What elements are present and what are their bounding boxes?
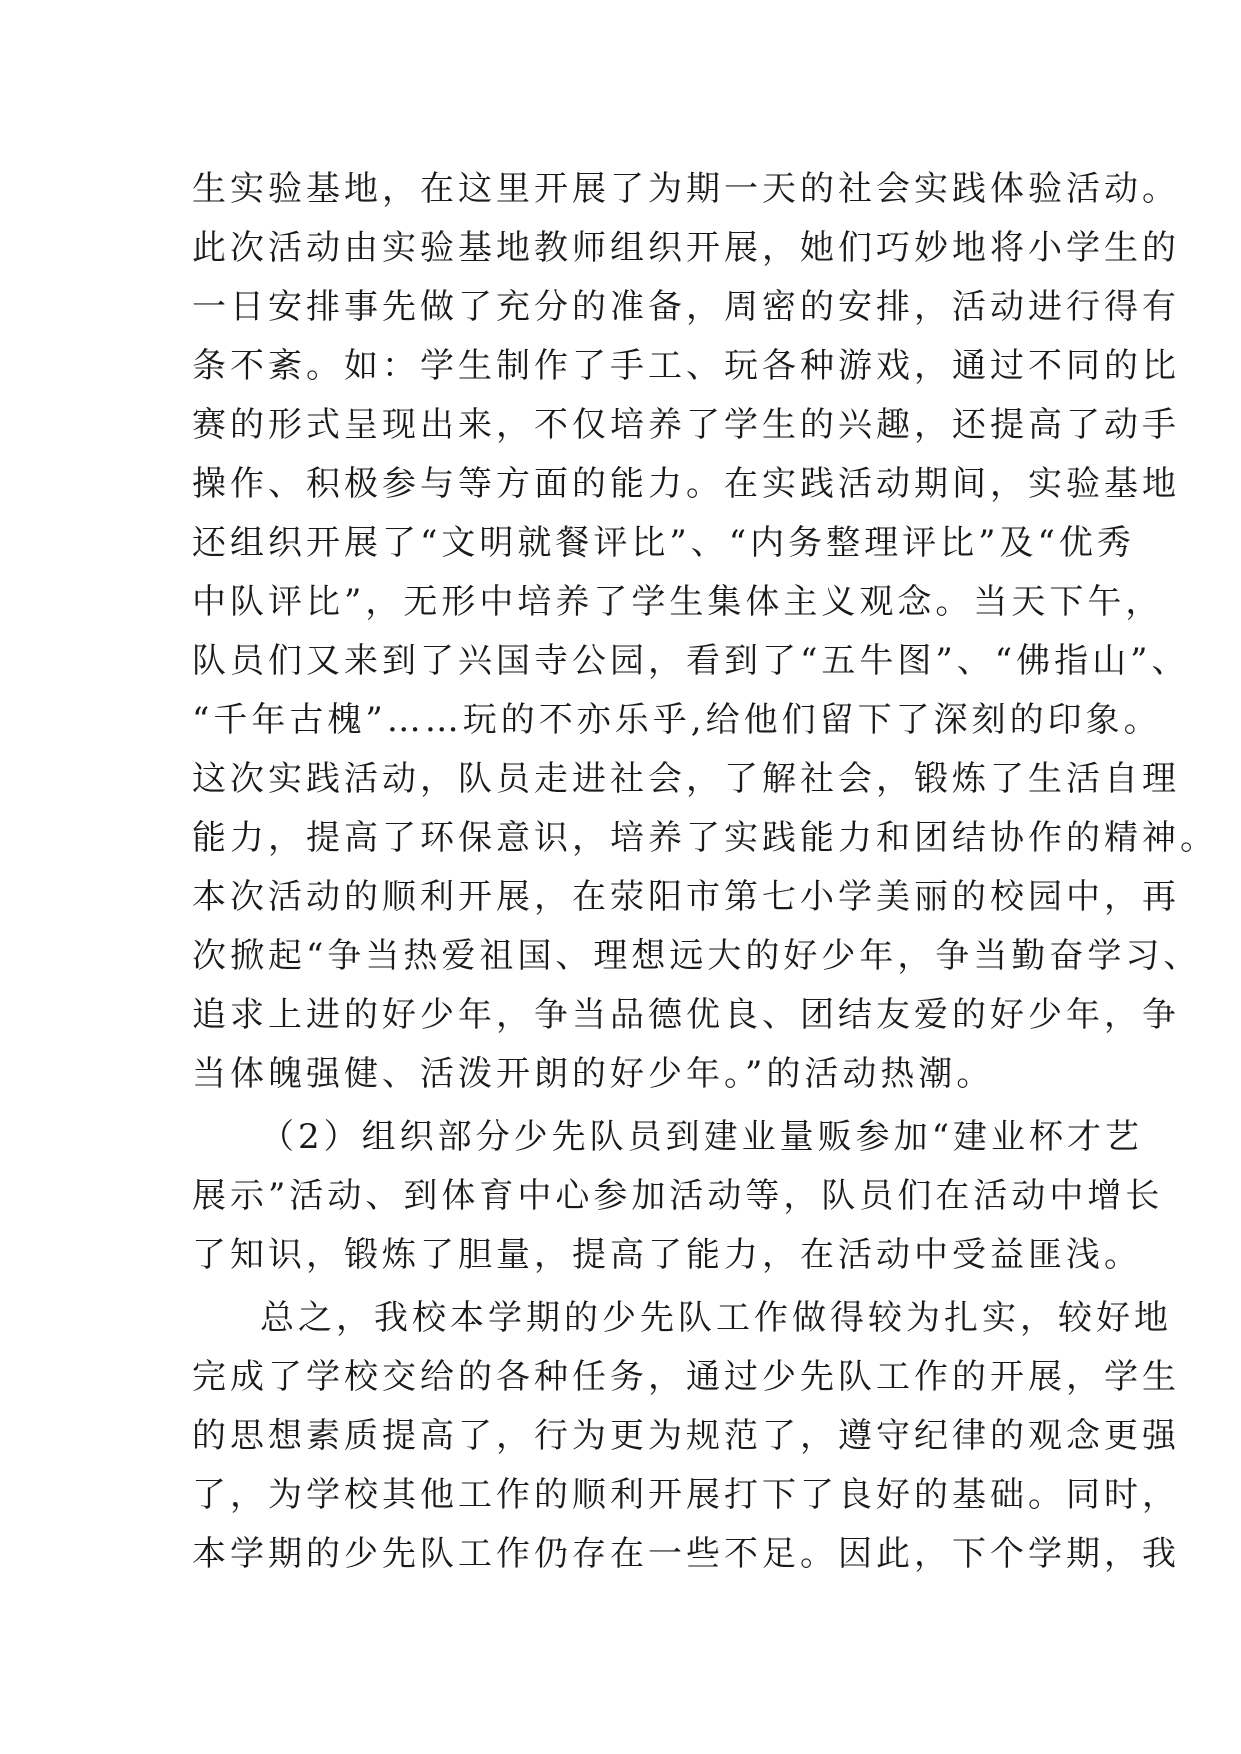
text-line: 能力，提高了环保意识，培养了实践能力和团结协作的精神。 [192,818,1218,858]
text-line: 这次实践活动，队员走进社会，了解社会，锻炼了生活自理 [192,759,1180,799]
text-line: “千年古槐”……玩的不亦乐乎,给他们留下了深刻的印象。 [192,700,1162,740]
text-line: 追求上进的好少年，争当品德优良、团结友爱的好少年，争 [192,995,1180,1035]
text-line: 当体魄强健、活泼开朗的好少年。”的活动热潮。 [192,1054,995,1094]
text-line: 此次活动由实验基地教师组织开展，她们巧妙地将小学生的 [192,228,1180,268]
text-line: 总之，我校本学期的少先队工作做得较为扎实，较好地 [260,1298,1172,1338]
text-line: 还组织开展了“文明就餐评比”、“内务整理评比”及“优秀 [192,523,1135,563]
text-line: 生实验基地，在这里开展了为期一天的社会实践体验活动。 [192,169,1180,209]
text-line: （2）组织部分少先队员到建业量贩参加“建业杯才艺 [260,1117,1144,1157]
text-line: 队员们又来到了兴国寺公园，看到了“五牛图”、“佛指山”、 [192,641,1190,681]
paragraph-talent-show [192,1108,1164,1285]
paragraph-summary [192,1289,1180,1584]
text-line: 本次活动的顺利开展，在荥阳市第七小学美丽的校园中，再 [192,877,1180,917]
document-body [192,160,1218,1584]
text-line: 展示”活动、到体育中心参加活动等，队员们在活动中增长 [192,1176,1164,1216]
text-line: 完成了学校交给的各种任务，通过少先队工作的开展，学生 [192,1357,1180,1397]
text-line: 次掀起“争当热爱祖国、理想远大的好少年，争当勤奋学习、 [192,936,1202,976]
text-line: 了，为学校其他工作的顺利开展打下了良好的基础。同时， [192,1475,1180,1515]
text-line: 本学期的少先队工作仍存在一些不足。因此，下个学期，我 [192,1534,1180,1574]
text-line: 赛的形式呈现出来，不仅培养了学生的兴趣，还提高了动手 [192,405,1180,445]
text-line: 条不紊。如：学生制作了手工、玩各种游戏，通过不同的比 [192,346,1180,386]
text-line: 中队评比”，无形中培养了学生集体主义观念。当天下午， [192,582,1164,622]
paragraph-practice-activity [192,160,1218,1104]
text-line: 操作、积极参与等方面的能力。在实践活动期间，实验基地 [192,464,1180,504]
text-line: 的思想素质提高了，行为更为规范了，遵守纪律的观念更强 [192,1416,1180,1456]
text-line: 一日安排事先做了充分的准备，周密的安排，活动进行得有 [192,287,1180,327]
text-line: 了知识，锻炼了胆量，提高了能力，在活动中受益匪浅。 [192,1235,1142,1275]
